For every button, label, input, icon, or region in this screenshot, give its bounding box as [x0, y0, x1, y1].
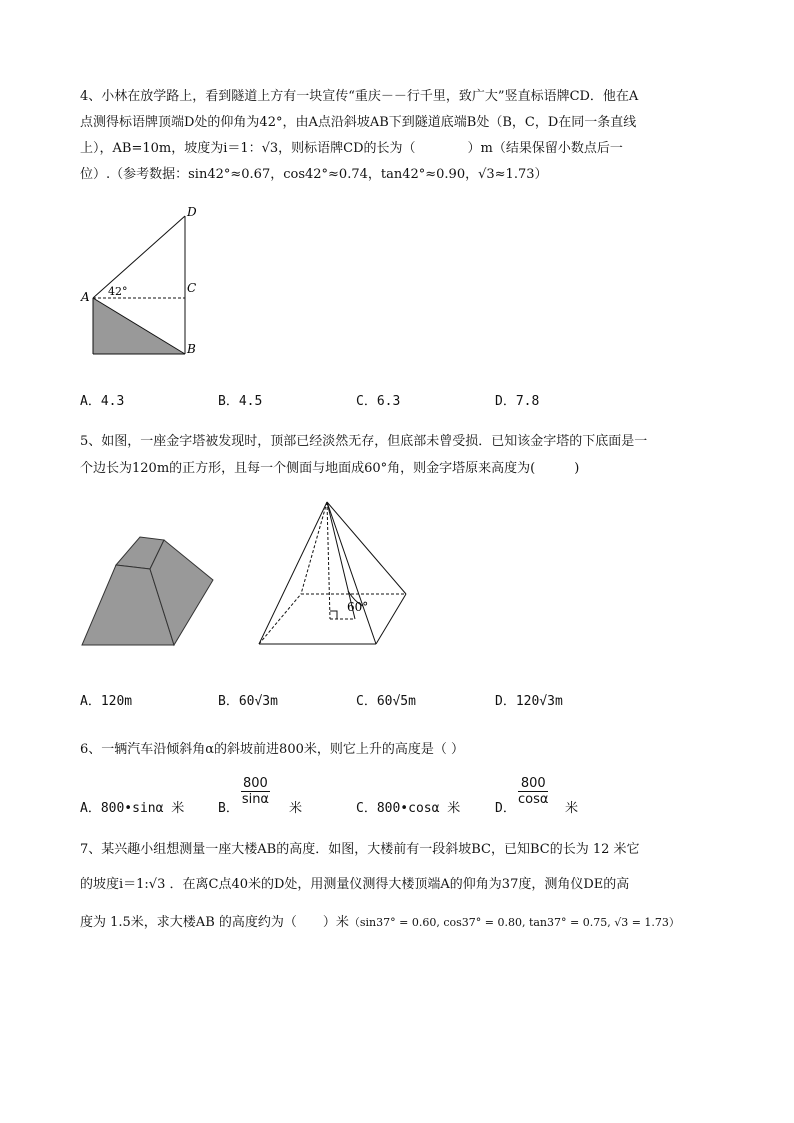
q4-label-C: C [187, 281, 197, 295]
q7-line-3-text: 度为 1.5米，求大楼AB 的高度约为（ ）米 [80, 915, 349, 930]
q7-line-1: 7、某兴趣小组想测量一座大楼AB的高度．如图，大楼前有一段斜坡BC，已知BC的长为 12 米它 [80, 842, 640, 857]
q4-option-a[interactable]: A．4.3 [80, 394, 125, 409]
q6-option-c[interactable]: C．800•cosα 米 [356, 801, 461, 816]
q5-angle-label: 60° [347, 600, 369, 614]
q5-line-2: 个边长为120m的正方形，且每一个侧面与地面成60°角，则金字塔原来高度为( ) [80, 461, 580, 476]
q4-line-1: 4、小林在放学路上，看到隧道上方有一块宣传“重庆－－行千里，致广大”竖直标语牌CD．他在A [80, 89, 639, 104]
q4-line-4: 位）.（参考数据：sin42°≈0.67，cos42°≈0.74，tan42°≈0.90，√3≈1.73） [80, 167, 548, 182]
q4-option-b[interactable]: B．4.5 [218, 394, 263, 409]
q6-option-d-label[interactable]: D． [495, 801, 516, 816]
q4-label-B: B [187, 342, 196, 356]
q4-label-D: D [187, 205, 197, 219]
q5-option-c[interactable]: C．60√5m [356, 694, 416, 709]
q5-pyramid-figure [255, 498, 415, 650]
q6-option-d-denominator: cosα [518, 792, 549, 807]
q6-option-b-fraction [241, 776, 270, 807]
q6-option-b-numerator: 800 [243, 776, 268, 791]
q7-line-3 [80, 911, 680, 930]
q4-option-c[interactable]: C．6.3 [356, 394, 401, 409]
q6-option-d-unit: 米 [565, 801, 579, 816]
q7-line-2: 的坡度i＝1:√3 ．在离C点40米的D处，用测量仪测得大楼顶端A的仰角为37度，测角仪DE的高 [80, 877, 630, 892]
q7-reference-values: （sin37° = 0.60, cos37° = 0.80, tan37° = 0.75, √3 = 1.73） [348, 916, 680, 929]
q6-option-b-denominator: sinα [241, 792, 270, 807]
q4-option-d[interactable]: D．7.8 [495, 394, 540, 409]
q5-option-b[interactable]: B．60√3m [218, 694, 278, 709]
q5-line-1: 5、如图，一座金字塔被发现时，顶部已经淡然无存，但底部未曾受损．已知该金字塔的下底面是一 [80, 434, 648, 449]
q6-option-b-label[interactable]: B． [218, 801, 239, 816]
q6-option-a[interactable]: A．800•sinα 米 [80, 801, 185, 816]
q4-line-3: 上），AB=10m，坡度为i＝1：√3，则标语牌CD的长为（ ）m（结果保留小数点后一 [80, 141, 623, 156]
q5-option-d[interactable]: D．120√3m [495, 694, 563, 709]
q5-frustum-figure [80, 535, 216, 650]
q4-line-AD [93, 216, 185, 298]
q6-option-d-fraction [518, 776, 548, 807]
q4-figure [78, 200, 208, 360]
q6-option-b-unit: 米 [289, 801, 303, 816]
q4-angle-label: 42° [108, 285, 128, 298]
q4-line-2: 点测得标语牌顶端D处的仰角为42°，由A点沿斜坡AB下到隧道底端B处（B，C，D在同一条直线 [80, 115, 637, 130]
q6-line-1: 6、一辆汽车沿倾斜角α的斜坡前进800米，则它上升的高度是（ ） [80, 742, 464, 757]
q4-label-A: A [81, 290, 90, 304]
q6-option-d-numerator: 800 [518, 776, 548, 792]
q5-option-a[interactable]: A．120m [80, 694, 133, 709]
